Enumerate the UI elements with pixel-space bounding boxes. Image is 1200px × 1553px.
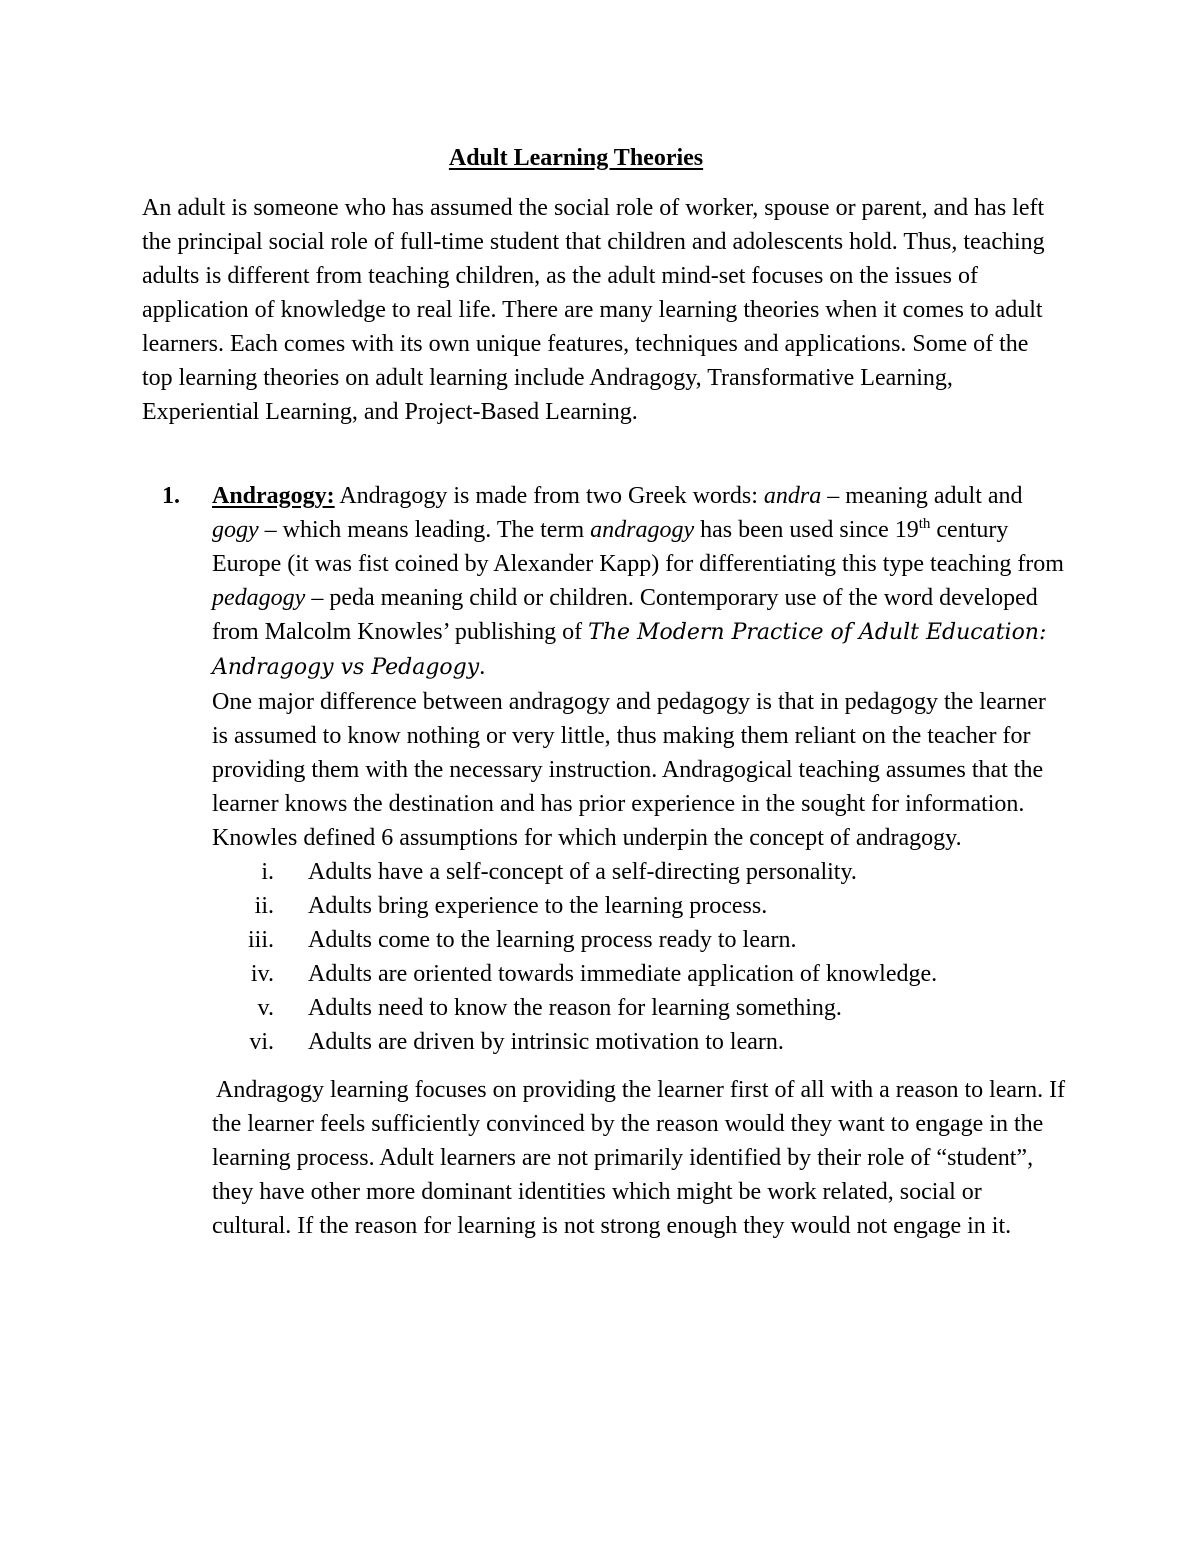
section-term: Andragogy: (212, 483, 335, 509)
term-andra: andra (763, 483, 822, 509)
section-andragogy (162, 479, 1067, 1243)
list-item-text: Adults bring experience to the learning process. (308, 893, 768, 919)
list-item (162, 855, 1067, 889)
section-number: 1. (162, 483, 180, 509)
superscript-th: th (918, 516, 931, 532)
closing-paragraph: Andragogy learning focuses on providing the learner first of all with a reason to learn. If the learner feels sufficiently convinced by the reason would they want to engage in the learning process. Adult learners are not primarily identified by their role of “student”, they have other more dominant identities which might be work related, social or cultural. If the reason for learning is not strong enough they would not engage in it. (212, 1077, 1066, 1239)
text-run: – which means leading. The term (258, 517, 591, 543)
text-run: century Europe (it was fist coined by Alexander Kapp) for differentiating this type teaching from (212, 517, 1064, 577)
assumptions-intro: Knowles defined 6 assumptions for which underpin the concept of andragogy. (212, 825, 962, 851)
list-item (162, 1025, 1067, 1059)
text-run: – meaning adult and (821, 483, 1023, 509)
term-andragogy: andragogy (590, 517, 695, 543)
list-item-text: Adults have a self-concept of a self-directing personality. (308, 859, 857, 885)
text-run: . (479, 654, 486, 680)
text-run: has been used since 19 (694, 517, 919, 543)
list-item-number: ii. (254, 893, 274, 919)
page-title: Adult Learning Theories (448, 145, 704, 171)
intro-paragraph: An adult is someone who has assumed the social role of worker, spouse or parent, and has left the principal social role of full-time student that children and adolescents hold. Thus, teaching adults is different from teaching children, as the adult mind-set focuses on the issues of application of knowledge to real life. There are many learning theories when it comes to adult learners. Each comes with its own unique features, techniques and applications. Some of the top learning theories on adult learning include Andragogy, Transformative Learning, Experiential Learning, and Project-Based Learning. (142, 195, 1045, 425)
list-item-number: vi. (249, 1029, 274, 1055)
list-item-text: Adults are oriented towards immediate application of knowledge. (308, 961, 938, 987)
list-item (162, 957, 1067, 991)
text-run: Andragogy is made from two Greek words: (334, 483, 764, 509)
text-run: – peda meaning child or children. Contemporary use of the word developed from Malcolm Knowles’ publishing of (212, 585, 1038, 645)
list-item (162, 923, 1067, 957)
list-item-number: v. (257, 995, 274, 1021)
list-item (162, 991, 1067, 1025)
book-title: The Modern Practice of Adult Education: Andragogy vs Pedagogy (212, 620, 1047, 680)
assumptions-list (162, 855, 1067, 1059)
difference-paragraph: One major difference between andragogy and pedagogy is that in pedagogy the learner is assumed to know nothing or very little, thus making them reliant on the teacher for providing them with the necessary instruction. Andragogical teaching assumes that the learner knows the destination and has prior experience in the sought for information. (212, 689, 1046, 817)
list-item-number: iv. (250, 961, 274, 987)
list-item-text: Adults need to know the reason for learning something. (308, 995, 842, 1021)
list-item-number: iii. (247, 927, 274, 953)
andragogy-definition-paragraph (212, 479, 1067, 685)
list-item-text: Adults are driven by intrinsic motivation to learn. (308, 1029, 784, 1055)
term-pedagogy: pedagogy (212, 585, 306, 611)
list-item-number: i. (261, 859, 274, 885)
list-item-text: Adults come to the learning process ready to learn. (308, 927, 797, 953)
term-gogy: gogy (212, 517, 259, 543)
list-item (162, 889, 1067, 923)
